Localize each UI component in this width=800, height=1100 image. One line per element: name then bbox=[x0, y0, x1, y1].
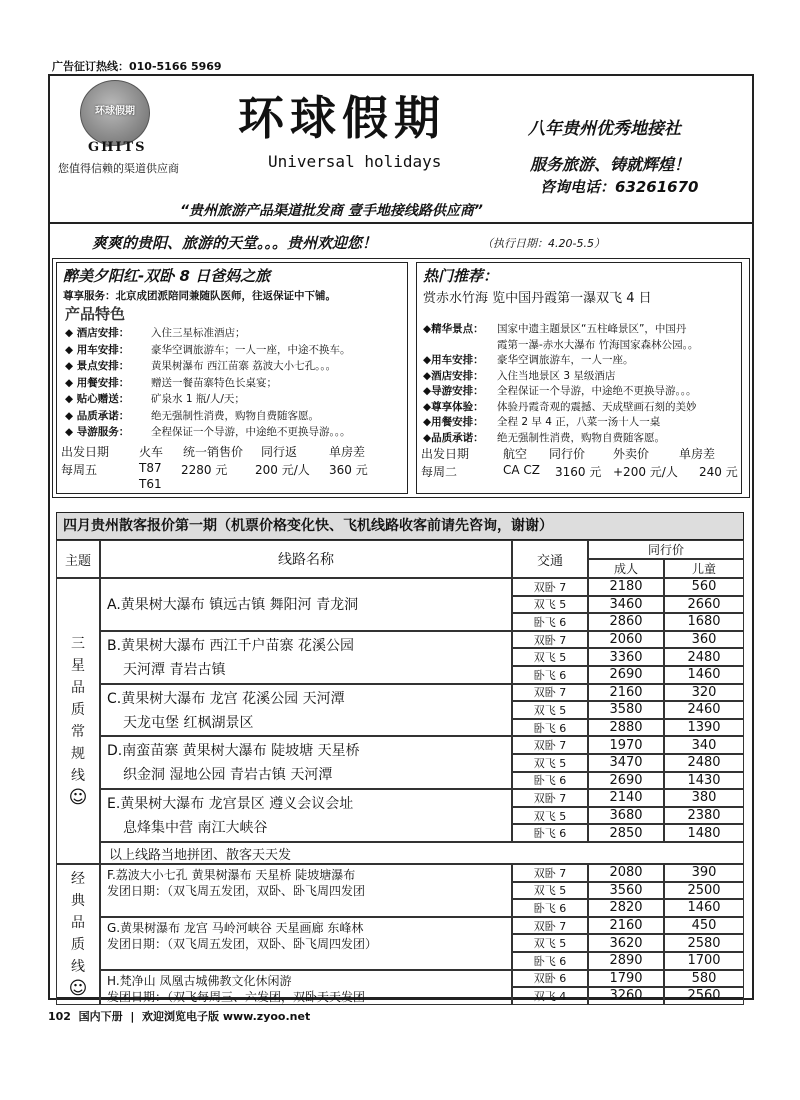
child-price: 450 bbox=[664, 917, 744, 935]
transport-cell: 双卧 7 bbox=[512, 789, 588, 807]
price-header: 同行价 bbox=[588, 540, 744, 559]
adult-price: 2140 bbox=[588, 789, 664, 807]
logo-subtitle: 您值得信赖的渠道供应商 bbox=[58, 162, 179, 175]
feature-label: ◆尊享体验： bbox=[423, 400, 484, 413]
adult-price: 3620 bbox=[588, 934, 664, 952]
child-price: 2480 bbox=[664, 754, 744, 772]
child-price: 1460 bbox=[664, 666, 744, 684]
theme-label: 三星品质常规线 bbox=[71, 636, 85, 784]
price-value: 2280 元 bbox=[181, 463, 228, 477]
feature-text: 霞第一瀑-赤水大瀑布 竹海国家森林公园。。 bbox=[497, 338, 699, 351]
feature-label: ◆用餐安排： bbox=[423, 416, 484, 428]
child-price: 2560 bbox=[664, 987, 744, 1005]
adult-price: 3680 bbox=[588, 807, 664, 825]
adult-price: 3260 bbox=[588, 987, 664, 1005]
child-price: 2480 bbox=[664, 648, 744, 666]
adult-price: 2180 bbox=[588, 578, 664, 596]
child-price: 1460 bbox=[664, 899, 744, 917]
route-name-2: 发团日期：（双飞每周三、六发团，双卧天天发团 bbox=[107, 989, 366, 1004]
child-price: 390 bbox=[664, 864, 744, 882]
child-price: 2660 bbox=[664, 596, 744, 614]
feature-label: ◆品质承诺： bbox=[423, 431, 484, 444]
promo-left-title: 醉美夕阳红-双卧 8 日爸妈之旅 bbox=[63, 267, 271, 285]
child-price: 560 bbox=[664, 578, 744, 596]
adult-price: 3460 bbox=[588, 596, 664, 614]
child-price: 380 bbox=[664, 789, 744, 807]
route-cell bbox=[100, 970, 512, 1005]
transport-cell: 双卧 7 bbox=[512, 864, 588, 882]
transport-cell: 双飞 5 bbox=[512, 754, 588, 772]
footer-section: 国内下册 bbox=[78, 1010, 123, 1023]
transport-cell: 双飞 5 bbox=[512, 807, 588, 825]
route-name-2: 息烽集中营 南江大峡谷 bbox=[123, 820, 268, 837]
smile-icon: ☺ bbox=[68, 787, 88, 808]
feature-label: ◆ 贴心赠送： bbox=[65, 393, 130, 405]
transport-cell: 双卧 7 bbox=[512, 736, 588, 754]
route-cell bbox=[100, 789, 512, 842]
slogan-1: 八年贵州优秀地接社 bbox=[528, 119, 681, 139]
adult-price: 3360 bbox=[588, 648, 664, 666]
transport-cell: 卧飞 6 bbox=[512, 824, 588, 842]
price-value: 360 元 bbox=[329, 463, 368, 477]
feature-text: 体验丹霞奇观的震撼、天成壁画石刻的美妙 bbox=[497, 400, 697, 413]
child-price: 320 bbox=[664, 684, 744, 702]
feature-text: 入住三星标准酒店； bbox=[151, 327, 246, 339]
child-header: 儿童 bbox=[664, 559, 744, 578]
feature-text: 赠送一餐苗寨特色长桌宴； bbox=[151, 376, 277, 389]
route-cell bbox=[100, 631, 512, 684]
route-name: B.黄果树大瀑布 西江千户苗寨 花溪公园 bbox=[107, 637, 354, 654]
transport-cell: 卧飞 6 bbox=[512, 772, 588, 790]
adult-price: 2690 bbox=[588, 666, 664, 684]
child-price: 340 bbox=[664, 736, 744, 754]
child-price: 1680 bbox=[664, 613, 744, 631]
route-name: A.黄果树大瀑布 镇远古镇 舞阳河 青龙洞 bbox=[107, 597, 359, 613]
price-value: 3160 元 bbox=[555, 465, 602, 479]
route-name-2: 发团日期：（双飞周五发团，双卧、卧飞周四发团） bbox=[107, 936, 378, 951]
feature-text: 国家中遗主题景区“五柱峰景区”，中国丹 bbox=[497, 323, 687, 335]
feature-text: 豪华空调旅游车，一人一座。 bbox=[497, 354, 634, 366]
footer bbox=[48, 1008, 310, 1024]
route-cell bbox=[100, 578, 512, 631]
route-name: E.黄果树大瀑布 龙宫景区 遵义会议会址 bbox=[107, 796, 354, 813]
price-head: 外卖价 bbox=[613, 447, 650, 461]
welcome-text: 爽爽的贵阳、旅游的天堂。。。贵州欢迎您！ bbox=[92, 234, 378, 252]
theme-header: 主题 bbox=[56, 540, 100, 578]
price-head: 出发日期 bbox=[61, 445, 110, 459]
transport-cell: 卧飞 6 bbox=[512, 952, 588, 970]
product-label: 产品特色 bbox=[65, 305, 126, 323]
route-name: H.梵净山 凤凰古城佛教文化休闲游 bbox=[107, 973, 292, 988]
price-head: 同行返 bbox=[261, 445, 298, 459]
promo-left bbox=[56, 262, 408, 494]
transport-cell: 双卧 7 bbox=[512, 684, 588, 702]
adult-price: 2160 bbox=[588, 917, 664, 935]
transport-cell: 双飞 5 bbox=[512, 701, 588, 719]
feature-text: 入住当地景区 3 星级酒店 bbox=[497, 369, 616, 382]
route-header: 线路名称 bbox=[100, 540, 512, 578]
theme-cell-1 bbox=[56, 578, 100, 864]
price-head: 航空 bbox=[503, 447, 528, 461]
feature-label: ◆ 景点安排： bbox=[65, 360, 130, 372]
price-head: 单房差 bbox=[679, 447, 716, 461]
feature-label: ◆用车安排： bbox=[423, 354, 484, 366]
feature-label: ◆精华景点： bbox=[423, 323, 484, 335]
feature-label: ◆ 品质承诺： bbox=[65, 409, 130, 422]
feature-label: ◆ 酒店安排： bbox=[65, 327, 130, 339]
adult-price: 1970 bbox=[588, 736, 664, 754]
price-head: 同行价 bbox=[549, 447, 586, 461]
brand-title: 环球假期 bbox=[238, 91, 446, 145]
child-price: 1700 bbox=[664, 952, 744, 970]
adult-price: 2060 bbox=[588, 631, 664, 649]
transport-cell: 双卧 7 bbox=[512, 578, 588, 596]
price-value: T87 bbox=[139, 461, 162, 475]
transport-cell: 双飞 5 bbox=[512, 648, 588, 666]
promo-left-vip: 尊享服务：北京成团派陪同兼随队医师，往返保证中下铺。 bbox=[63, 290, 336, 302]
feature-text: 豪华空调旅游车；一人一座，中途不换车。 bbox=[151, 343, 351, 356]
transport-cell: 双飞 5 bbox=[512, 596, 588, 614]
feature-text: 绝无强制性消费，购物自费随客愿。 bbox=[151, 409, 319, 422]
transport-header: 交通 bbox=[512, 540, 588, 578]
route-name-2: 发团日期：（双飞周五发团，双卧、卧飞周四发团 bbox=[107, 884, 366, 898]
adult-price: 2850 bbox=[588, 824, 664, 842]
adult-header: 成人 bbox=[588, 559, 664, 578]
transport-cell: 双飞 4 bbox=[512, 987, 588, 1005]
route-name: F.荔波大小七孔 黄果树瀑布 天星桥 陡坡塘瀑布 bbox=[107, 868, 356, 882]
hotline: 广告征订热线：010-5166 5969 bbox=[52, 60, 222, 73]
route-name-2: 天河潭 青岩古镇 bbox=[123, 661, 226, 678]
price-head: 统一销售价 bbox=[183, 445, 244, 459]
feature-label: ◆ 用餐安排： bbox=[65, 376, 130, 389]
transport-cell: 卧飞 6 bbox=[512, 613, 588, 631]
price-table-title: 四月贵州散客报价第一期（机票价格变化快、飞机线路收客前请先咨询，谢谢） bbox=[56, 512, 744, 540]
promo-right bbox=[416, 262, 742, 494]
route-name-2: 织金洞 湿地公园 青岩古镇 天河潭 bbox=[123, 767, 333, 784]
feature-text: 矿泉水 1 瓶/人/天； bbox=[151, 393, 245, 405]
child-price: 1390 bbox=[664, 719, 744, 737]
adult-price: 3560 bbox=[588, 882, 664, 900]
group1-note: 以上线路当地拼团、散客天天发 bbox=[100, 842, 744, 864]
footer-separator: | bbox=[130, 1010, 135, 1023]
route-name: C.黄果树大瀑布 龙宫 花溪公园 天河潭 bbox=[107, 690, 345, 707]
divider bbox=[48, 222, 754, 224]
adult-price: 2080 bbox=[588, 864, 664, 882]
transport-cell: 卧飞 6 bbox=[512, 719, 588, 737]
price-value: 240 元 bbox=[699, 465, 738, 479]
route-name: D.南蛮苗寨 黄果树大瀑布 陡坡塘 天星桥 bbox=[107, 743, 360, 760]
logo-text: 环球假期 bbox=[95, 106, 135, 117]
route-name: G.黄果树瀑布 龙宫 马岭河峡谷 天星画廊 东峰林 bbox=[107, 920, 364, 935]
route-cell bbox=[100, 736, 512, 789]
price-head: 出发日期 bbox=[421, 447, 470, 461]
smile-icon: ☺ bbox=[68, 978, 88, 1000]
feature-label: ◆酒店安排： bbox=[423, 369, 484, 382]
child-price: 360 bbox=[664, 631, 744, 649]
adult-price: 3580 bbox=[588, 701, 664, 719]
feature-text: 绝无强制性消费，购物自费随客愿。 bbox=[497, 431, 665, 444]
transport-cell: 双飞 5 bbox=[512, 934, 588, 952]
adult-price: 2860 bbox=[588, 613, 664, 631]
theme-cell-2 bbox=[56, 864, 100, 1005]
adult-price: 2690 bbox=[588, 772, 664, 790]
price-value: 每周五 bbox=[61, 463, 98, 477]
route-cell bbox=[100, 917, 512, 970]
adult-price: 1790 bbox=[588, 970, 664, 988]
theme-label: 经典品质线 bbox=[71, 871, 85, 976]
price-head: 火车 bbox=[139, 445, 164, 459]
adult-price: 2160 bbox=[588, 684, 664, 702]
footer-slogan: 欢迎浏览电子版 www.zyoo.net bbox=[142, 1010, 311, 1023]
price-head: 单房差 bbox=[329, 445, 366, 459]
child-price: 2580 bbox=[664, 934, 744, 952]
price-value: 200 元/人 bbox=[255, 463, 310, 477]
tagline: “贵州旅游产品渠道批发商 壹手地接线路供应商” bbox=[180, 203, 483, 219]
price-value: T61 bbox=[139, 477, 162, 491]
transport-cell: 双卧 7 bbox=[512, 917, 588, 935]
exec-date: （执行日期：4.20-5.5） bbox=[482, 237, 605, 250]
adult-price: 2820 bbox=[588, 899, 664, 917]
feature-text: 黄果树瀑布 西江苗寨 荔波大小七孔。。。 bbox=[151, 360, 337, 372]
transport-cell: 双卧 6 bbox=[512, 970, 588, 988]
feature-label: ◆ 用车安排： bbox=[65, 343, 130, 356]
promo-right-title: 热门推荐： bbox=[423, 267, 499, 285]
slogan-2: 服务旅游、铸就辉煌！ bbox=[530, 155, 691, 174]
brand-english: Universal holidays bbox=[268, 152, 442, 171]
logo-ghits: GHITS bbox=[88, 140, 147, 155]
adult-price: 2880 bbox=[588, 719, 664, 737]
child-price: 2500 bbox=[664, 882, 744, 900]
child-price: 2380 bbox=[664, 807, 744, 825]
price-value: +200 元/人 bbox=[613, 465, 678, 479]
transport-cell: 卧飞 6 bbox=[512, 666, 588, 684]
feature-text: 全程保证一个导游，中途绝不更换导游。。。 bbox=[151, 426, 351, 438]
route-name-2: 天龙屯堡 红枫湖景区 bbox=[123, 714, 254, 731]
page-number: 102 bbox=[48, 1010, 71, 1023]
adult-price: 2890 bbox=[588, 952, 664, 970]
transport-cell: 双卧 7 bbox=[512, 631, 588, 649]
child-price: 1430 bbox=[664, 772, 744, 790]
price-value: 每周二 bbox=[421, 465, 458, 479]
feature-text: 全程保证一个导游，中途绝不更换导游。。。 bbox=[497, 385, 697, 397]
route-cell bbox=[100, 864, 512, 917]
feature-text: 全程 2 早 4 正，八菜一汤十人一桌 bbox=[497, 416, 661, 428]
child-price: 1480 bbox=[664, 824, 744, 842]
child-price: 580 bbox=[664, 970, 744, 988]
route-cell bbox=[100, 684, 512, 737]
transport-cell: 双飞 5 bbox=[512, 882, 588, 900]
adult-price: 3470 bbox=[588, 754, 664, 772]
price-value: CA CZ bbox=[503, 463, 541, 477]
phone: 咨询电话：63261670 bbox=[540, 178, 699, 196]
transport-cell: 卧飞 6 bbox=[512, 899, 588, 917]
child-price: 2460 bbox=[664, 701, 744, 719]
feature-label: ◆导游安排： bbox=[423, 385, 484, 397]
feature-label: ◆ 导游服务： bbox=[65, 426, 130, 438]
promo-right-subtitle: 赏赤水竹海 览中国丹霞第一瀑双飞 4 日 bbox=[423, 291, 652, 306]
